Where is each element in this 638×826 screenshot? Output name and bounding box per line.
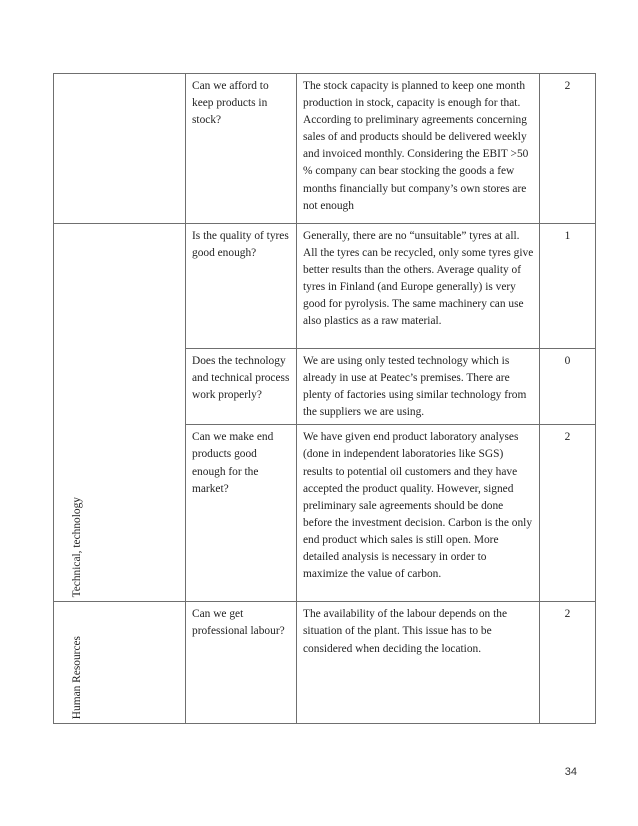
- question-cell: [186, 349, 297, 425]
- table-row: [54, 74, 596, 224]
- risk-assessment-table: [53, 73, 596, 724]
- answer-cell: [297, 74, 540, 224]
- question-cell: [186, 425, 297, 602]
- score-value: 2: [564, 608, 571, 621]
- answer-text: The availability of the labour depends on the situation of the plant. This issue has to be considered when deciding the location.: [303, 608, 508, 655]
- score-cell: [540, 349, 596, 425]
- question-text: Can we make end products good enough for the market?: [192, 431, 274, 495]
- answer-cell: [297, 349, 540, 425]
- answer-text: The stock capacity is planned to keep one month production in stock, capacity is enough for that. According to preliminary agreements concerning sales of and products should be delivered weekly and invoiced monthly. Considering the EBIT >50 % company can bear stocking the goods a few months financially but company’s own stores are not enough: [303, 80, 529, 212]
- category-cell-empty: [54, 74, 186, 224]
- answer-cell: [297, 224, 540, 349]
- score-value: 2: [564, 431, 571, 444]
- answer-text: We have given end product laboratory analyses (done in independent laboratories like SGS) results to potential oil customers and they have accepted the product quality. However, signed preliminary sale agreements should be done before the investment decision. Carbon is the only end product which sales is still open. More detailed analysis is necessary in order to maximize the value of carbon.: [303, 431, 533, 581]
- category-cell-technical: [54, 224, 186, 602]
- score-cell: [540, 224, 596, 349]
- answer-cell: [297, 425, 540, 602]
- question-text: Does the technology and technical process work properly?: [192, 355, 290, 402]
- answer-text: We are using only tested technology which is already in use at Peatec’s premises. There are plenty of factories using similar technology from the suppliers we are using.: [303, 355, 527, 419]
- score-value: 1: [564, 230, 571, 242]
- score-cell: [540, 425, 596, 602]
- question-cell: [186, 224, 297, 349]
- answer-text: Generally, there are no “unsuitable” tyres at all. All the tyres can be recycled, only some tyres give better results than the others. Average quality of tyres in Finland (and Europe generally) is very good for pyrolysis. The same machinery can use also plastics as a raw material.: [303, 230, 534, 328]
- score-cell: [540, 74, 596, 224]
- score-value: 2: [564, 80, 571, 92]
- category-cell-hr: [54, 602, 186, 724]
- table-row: [54, 602, 596, 724]
- table-row: [54, 224, 596, 349]
- question-text: Is the quality of tyres good enough?: [192, 230, 289, 260]
- question-text: Can we afford to keep products in stock?: [192, 80, 269, 127]
- score-cell: [540, 602, 596, 724]
- question-cell: [186, 74, 297, 224]
- page-number: 34: [564, 766, 577, 778]
- question-text: Can we get professional labour?: [192, 608, 285, 638]
- category-label-hr: Human Resources: [71, 636, 83, 720]
- category-label-technical: Technical, technology: [71, 496, 83, 598]
- score-value: 0: [564, 355, 571, 367]
- answer-cell: [297, 602, 540, 724]
- question-cell: [186, 602, 297, 724]
